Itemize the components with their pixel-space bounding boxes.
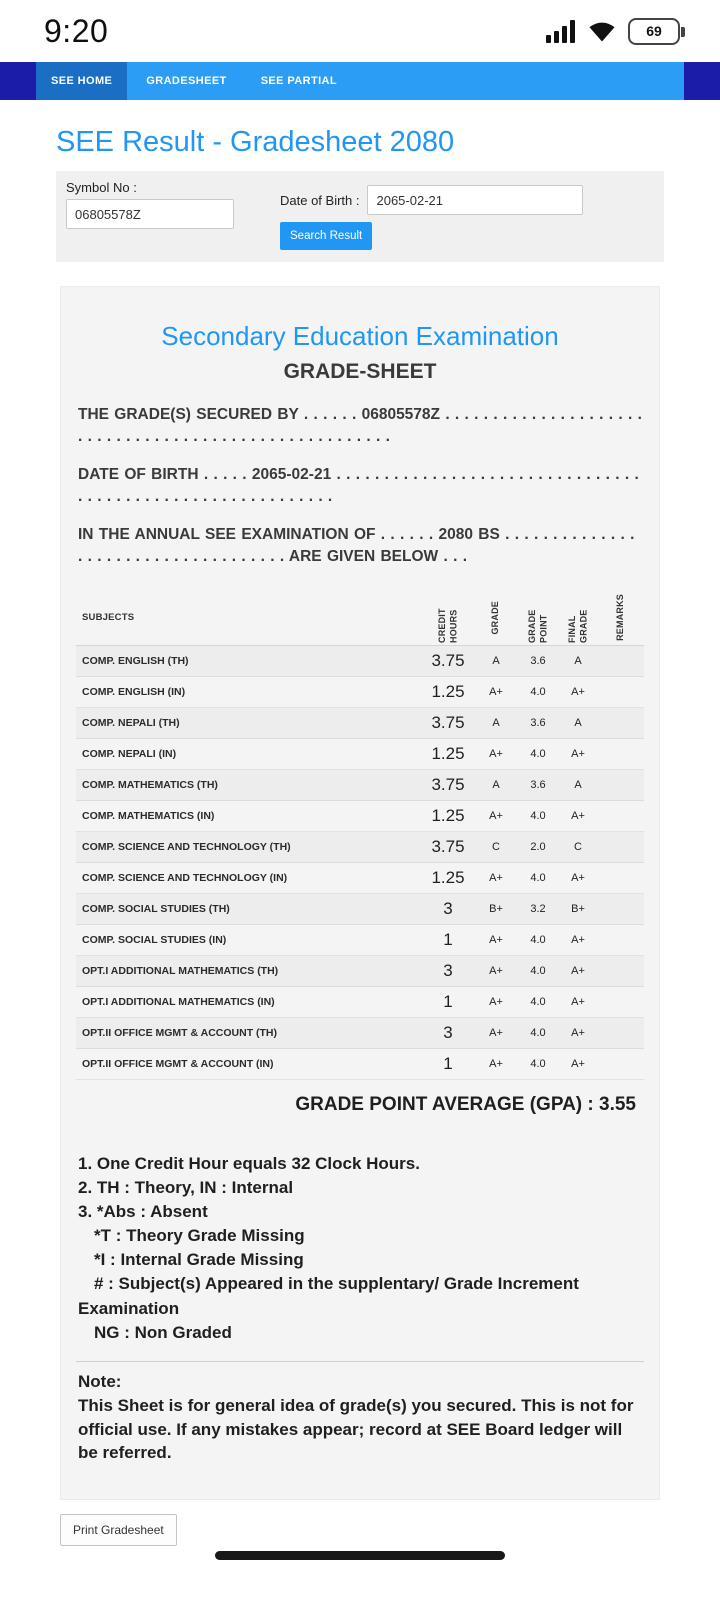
final-grade-cell: A+ xyxy=(571,964,585,977)
final-grade-cell: B+ xyxy=(571,902,585,915)
gpa-line: GRADE POINT AVERAGE (GPA) : 3.55 xyxy=(295,1093,636,1115)
footnote-line: 1. One Credit Hour equals 32 Clock Hours. xyxy=(78,1153,420,1173)
grade-cell: A+ xyxy=(489,809,503,822)
header-grade-label: GRADE xyxy=(490,601,501,635)
grade-cell: A+ xyxy=(489,933,503,946)
gradesheet-subheading: GRADE-SHEET xyxy=(283,360,437,383)
grade-cell: A+ xyxy=(489,747,503,760)
remarks-cell xyxy=(598,956,644,986)
remarks-cell xyxy=(598,894,644,924)
credit-hours-cell: 1 xyxy=(443,929,453,949)
header-grade-point-label: GRADE POINT xyxy=(526,609,548,643)
status-bar xyxy=(0,0,720,62)
grade-cell: A xyxy=(492,654,500,667)
remarks-cell xyxy=(598,987,644,1017)
final-grade-cell: A xyxy=(574,654,582,667)
navbar-menu xyxy=(36,62,684,100)
remarks-cell xyxy=(598,863,644,893)
home-indicator[interactable] xyxy=(215,1551,505,1560)
header-credit-hours-label: CREDIT HOURS xyxy=(436,608,458,643)
grade-point-cell: 2.0 xyxy=(530,840,546,853)
credit-hours-cell: 1.25 xyxy=(431,681,465,701)
dob-group xyxy=(280,180,583,250)
results-table xyxy=(76,591,644,1128)
table-row xyxy=(76,677,644,708)
final-grade-cell: C xyxy=(574,840,582,853)
remarks-cell xyxy=(598,801,644,831)
subject-cell: OPT.II OFFICE MGMT & ACCOUNT (IN) xyxy=(82,1057,274,1070)
footnotes xyxy=(76,1152,644,1345)
subject-cell: COMP. SCIENCE AND TECHNOLOGY (IN) xyxy=(82,871,288,884)
final-grade-cell: A+ xyxy=(571,809,585,822)
grade-point-cell: 4.0 xyxy=(530,871,546,884)
credit-hours-cell: 3 xyxy=(443,898,453,918)
print-gradesheet-button[interactable]: Print Gradesheet xyxy=(60,1514,177,1546)
page-content xyxy=(0,126,720,1546)
footnote-line: 2. TH : Theory, IN : Internal xyxy=(78,1177,294,1197)
table-header-row xyxy=(76,591,644,646)
header-grade xyxy=(474,591,518,645)
remarks-cell xyxy=(598,708,644,738)
status-time: 9:20 xyxy=(44,12,109,49)
battery-nub xyxy=(681,27,685,37)
exam-line: IN THE ANNUAL SEE EXAMINATION OF . . . . . . 2080 BS . . . . . . . . . . . . . . . . . . . . . . . . . . . . . . . . . . . . ARE GIVEN BELOW . . . xyxy=(78,525,635,566)
nav-tab-see-home[interactable]: SEE HOME xyxy=(36,62,127,100)
remarks-cell xyxy=(598,677,644,707)
grade-cell: A+ xyxy=(489,871,503,884)
final-grade-cell: A+ xyxy=(571,1026,585,1039)
top-navbar xyxy=(0,62,720,100)
grade-point-cell: 3.6 xyxy=(530,716,546,729)
header-remarks xyxy=(598,591,644,645)
nav-tab-gradesheet[interactable]: GRADESHEET xyxy=(146,75,227,87)
remarks-cell xyxy=(598,832,644,862)
search-result-button[interactable]: Search Result xyxy=(280,222,372,250)
table-row xyxy=(76,1018,644,1049)
grade-cell: C xyxy=(492,840,500,853)
grade-cell: A xyxy=(492,716,500,729)
final-grade-cell: A+ xyxy=(571,685,585,698)
grade-cell: A xyxy=(492,778,500,791)
subject-cell: OPT.I ADDITIONAL MATHEMATICS (TH) xyxy=(82,964,279,977)
search-form xyxy=(56,171,664,262)
status-icons xyxy=(546,18,680,45)
remarks-cell xyxy=(598,925,644,955)
subject-cell: OPT.I ADDITIONAL MATHEMATICS (IN) xyxy=(82,995,275,1008)
final-grade-cell: A+ xyxy=(571,1057,585,1070)
table-row xyxy=(76,708,644,739)
table-row xyxy=(76,925,644,956)
table-row xyxy=(76,646,644,677)
table-row xyxy=(76,1049,644,1080)
final-grade-cell: A xyxy=(574,716,582,729)
header-final-grade-label: FINAL GRADE xyxy=(566,609,588,643)
gradesheet-card xyxy=(60,286,660,1500)
subject-cell: COMP. SOCIAL STUDIES (TH) xyxy=(82,902,230,915)
grade-cell: A+ xyxy=(489,995,503,1008)
credit-hours-cell: 1.25 xyxy=(431,867,465,887)
subject-cell: COMP. NEPALI (IN) xyxy=(82,747,177,760)
footnote-line: # : Subject(s) Appeared in the supplentary/ Grade Increment Examination xyxy=(78,1274,579,1318)
table-row xyxy=(76,739,644,770)
grade-point-cell: 4.0 xyxy=(530,933,546,946)
final-grade-cell: A+ xyxy=(571,995,585,1008)
symbol-no-input[interactable] xyxy=(66,199,234,229)
grade-point-cell: 4.0 xyxy=(530,995,546,1008)
grade-cell: A+ xyxy=(489,964,503,977)
grade-point-cell: 3.6 xyxy=(530,778,546,791)
table-row xyxy=(76,894,644,925)
grade-cell: A+ xyxy=(489,1057,503,1070)
table-row xyxy=(76,801,644,832)
remarks-cell xyxy=(598,1018,644,1048)
credit-hours-cell: 3.75 xyxy=(431,774,465,794)
final-grade-cell: A xyxy=(574,778,582,791)
credit-hours-cell: 1 xyxy=(443,1053,453,1073)
credit-hours-cell: 3.75 xyxy=(431,712,465,732)
footnote-line: NG : Non Graded xyxy=(94,1322,232,1342)
symbol-no-label: Symbol No : xyxy=(66,180,137,195)
dob-input[interactable] xyxy=(367,185,583,215)
footnote-line: *I : Internal Grade Missing xyxy=(94,1250,304,1270)
grade-point-cell: 4.0 xyxy=(530,809,546,822)
grade-point-cell: 3.2 xyxy=(530,902,546,915)
remarks-cell xyxy=(598,646,644,676)
remarks-cell xyxy=(598,1049,644,1079)
footnote-line: *T : Theory Grade Missing xyxy=(94,1226,305,1246)
grade-point-cell: 4.0 xyxy=(530,1057,546,1070)
table-row xyxy=(76,863,644,894)
credit-hours-cell: 3 xyxy=(443,960,453,980)
subject-cell: OPT.II OFFICE MGMT & ACCOUNT (TH) xyxy=(82,1026,278,1039)
credit-hours-cell: 1.25 xyxy=(431,743,465,763)
remarks-cell xyxy=(598,739,644,769)
subject-cell: COMP. SCIENCE AND TECHNOLOGY (TH) xyxy=(82,840,291,853)
header-credit-hours xyxy=(422,591,474,645)
header-subjects xyxy=(76,591,422,645)
remarks-cell xyxy=(598,770,644,800)
final-grade-cell: A+ xyxy=(571,747,585,760)
grades-secured-line: THE GRADE(S) SECURED BY . . . . . . 06805578Z . . . . . . . . . . . . . . . . . . . . . . . . . . . . . . . . . . . . . . . . . . . . . . . . . . . . . . xyxy=(78,406,642,446)
grade-point-cell: 4.0 xyxy=(530,747,546,760)
credit-hours-cell: 1.25 xyxy=(431,805,465,825)
credit-hours-cell: 3 xyxy=(443,1022,453,1042)
final-grade-cell: A+ xyxy=(571,871,585,884)
grade-point-cell: 3.6 xyxy=(530,654,546,667)
table-row xyxy=(76,832,644,863)
header-final-grade xyxy=(558,591,598,645)
grade-cell: A+ xyxy=(489,685,503,698)
battery-icon xyxy=(628,18,680,45)
subject-cell: COMP. ENGLISH (TH) xyxy=(82,654,189,667)
symbol-group xyxy=(66,180,234,229)
wifi-icon xyxy=(587,20,617,43)
credit-hours-cell: 3.75 xyxy=(431,650,465,670)
subject-cell: COMP. SOCIAL STUDIES (IN) xyxy=(82,933,227,946)
gradesheet-heading: Secondary Education Examination xyxy=(161,321,559,351)
table-rows xyxy=(76,646,644,1080)
page-title: SEE Result - Gradesheet 2080 xyxy=(56,126,455,158)
header-grade-point xyxy=(518,591,558,645)
grade-cell: A+ xyxy=(489,1026,503,1039)
footnote-line: 3. *Abs : Absent xyxy=(78,1202,208,1222)
dob-label: Date of Birth : xyxy=(280,192,360,208)
credit-hours-cell: 1 xyxy=(443,991,453,1011)
table-row xyxy=(76,956,644,987)
note-body: This Sheet is for general idea of grade(s) you secured. This is not for official use. If any mistakes appear; record at SEE Board ledger will be referred. xyxy=(78,1395,634,1463)
subject-cell: COMP. NEPALI (TH) xyxy=(82,716,180,729)
credit-hours-cell: 3.75 xyxy=(431,836,465,856)
note-title: Note: xyxy=(78,1371,122,1391)
subject-cell: COMP. ENGLISH (IN) xyxy=(82,685,186,698)
grade-point-cell: 4.0 xyxy=(530,964,546,977)
subject-cell: COMP. MATHEMATICS (IN) xyxy=(82,809,215,822)
table-row xyxy=(76,987,644,1018)
final-grade-cell: A+ xyxy=(571,933,585,946)
grade-cell: B+ xyxy=(489,902,503,915)
table-row xyxy=(76,770,644,801)
notes-divider xyxy=(76,1361,644,1362)
grade-point-cell: 4.0 xyxy=(530,685,546,698)
dob-line: DATE OF BIRTH . . . . . 2065-02-21 . . . . . . . . . . . . . . . . . . . . . . . . . . . . . . . . . . . . . . . . . . . . . . . . . . . . . . . . . . . xyxy=(78,465,639,506)
header-remarks-label: REMARKS xyxy=(615,594,626,642)
battery-level: 69 xyxy=(646,23,662,39)
subject-cell: COMP. MATHEMATICS (TH) xyxy=(82,778,218,791)
header-subjects-label: SUBJECTS xyxy=(82,612,135,624)
nav-tab-see-partial[interactable]: SEE PARTIAL xyxy=(260,75,338,87)
signal-icon xyxy=(546,20,576,43)
grade-point-cell: 4.0 xyxy=(530,1026,546,1039)
